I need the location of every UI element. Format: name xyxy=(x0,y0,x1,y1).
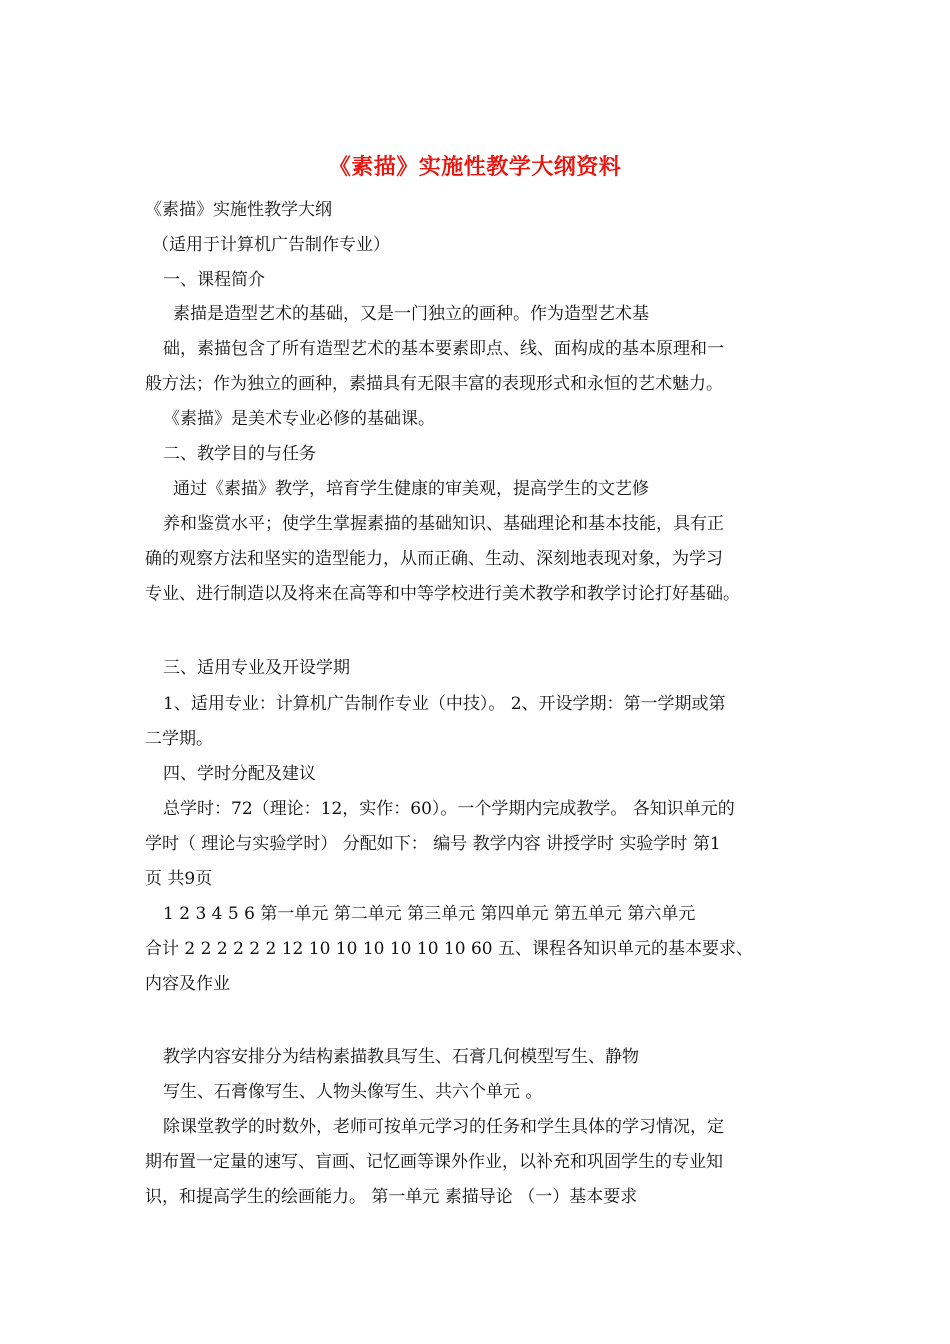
text-line: 学时（ 理论与实验学时） 分配如下： 编号 教学内容 讲授学时 实验学时 第1 xyxy=(145,834,721,854)
text-line: 内容及作业 xyxy=(145,974,230,994)
page-marker: 页 共9页 xyxy=(145,869,213,889)
text-line: 《素描》实施性教学大纲 xyxy=(145,200,332,220)
section-heading: 三、适用专业及开设学期 xyxy=(163,658,350,678)
text-line: 《素描》是美术专业必修的基础课。 xyxy=(163,409,435,429)
text-line: 写生、石膏像写生、人物头像写生、共六个单元 。 xyxy=(163,1082,543,1102)
text-line: 1、适用专业：计算机广告制作专业（中技）。 2、开设学期：第一学期或第 xyxy=(163,694,726,714)
text-line: 除课堂教学的时数外，老师可按单元学习的任务和学生具体的学习情况，定 xyxy=(163,1117,724,1137)
text-line: （适用于计算机广告制作专业） xyxy=(152,235,390,255)
text-line: 确的观察方法和坚实的造型能力，从而正确、生动、深刻地表现对象，为学习 xyxy=(145,549,723,569)
text-line: 合计 2 2 2 2 2 2 12 10 10 10 10 10 10 60 五、课程各知识单元的基本要求、 xyxy=(145,939,754,959)
text-line: 总学时：72（理论：12，实作：60）。一个学期内完成教学。 各知识单元的 xyxy=(163,799,735,819)
document-title: 《素描》实施性教学大纲资料 xyxy=(328,155,622,180)
text-line: 1 2 3 4 5 6 第一单元 第二单元 第三单元 第四单元 第五单元 第六单元 xyxy=(163,904,696,924)
text-line: 养和鉴赏水平；使学生掌握素描的基础知识、基础理论和基本技能，具有正 xyxy=(163,514,724,534)
text-line: 通过《素描》教学，培育学生健康的审美观，提高学生的文艺修 xyxy=(173,479,649,499)
text-line: 素描是造型艺术的基础，又是一门独立的画种。作为造型艺术基 xyxy=(173,304,649,324)
text-line: 期布置一定量的速写、盲画、记忆画等课外作业，以补充和巩固学生的专业知 xyxy=(145,1152,723,1172)
text-line: 二学期。 xyxy=(145,729,213,749)
text-line: 础，素描包含了所有造型艺术的基本要素即点、线、面构成的基本原理和一 xyxy=(163,339,724,359)
text-line: 教学内容安排分为结构素描教具写生、石膏几何模型写生、静物 xyxy=(163,1047,639,1067)
section-heading: 一、课程简介 xyxy=(163,270,265,290)
text-line: 专业、进行制造以及将来在高等和中等学校进行美术教学和教学讨论打好基础。 xyxy=(145,584,740,604)
section-heading: 四、学时分配及建议 xyxy=(163,764,316,784)
section-heading: 二、教学目的与任务 xyxy=(163,444,316,464)
text-line: 般方法；作为独立的画种，素描具有无限丰富的表现形式和永恒的艺术魅力。 xyxy=(145,374,723,394)
text-line: 识，和提高学生的绘画能力。 第一单元 素描导论 （一）基本要求 xyxy=(145,1187,638,1207)
